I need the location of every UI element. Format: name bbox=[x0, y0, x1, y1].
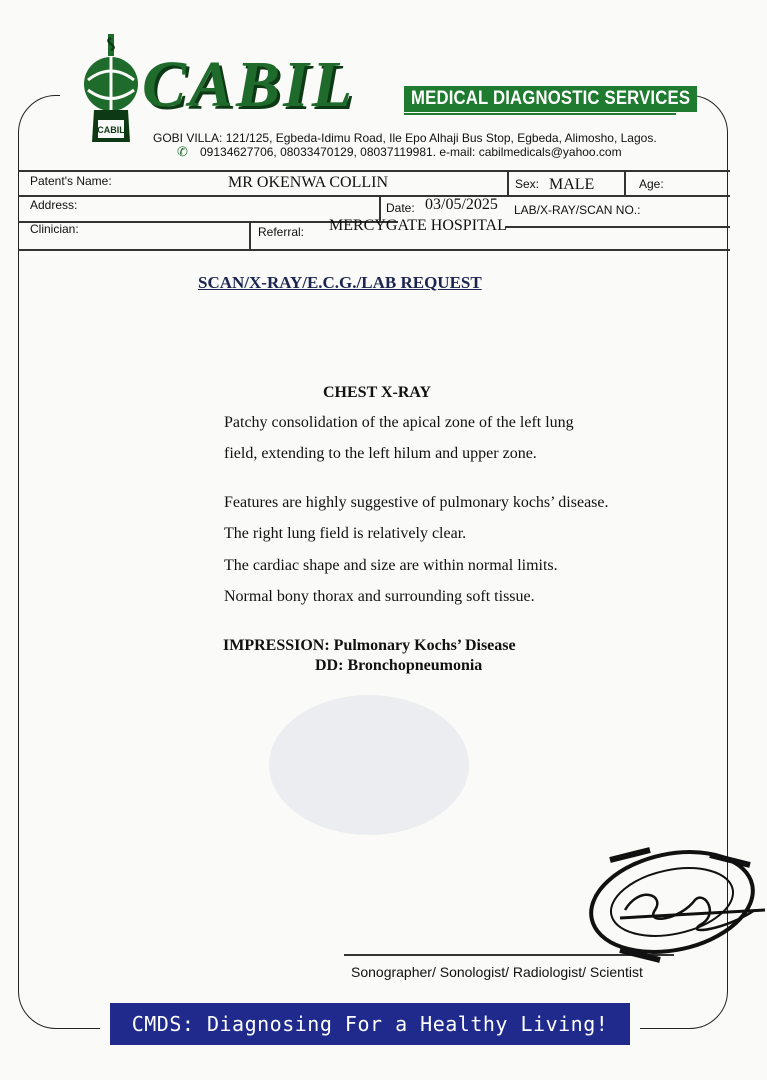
watermark-logo bbox=[262, 690, 476, 840]
age-label: Age: bbox=[639, 177, 664, 191]
footer-slogan-bar: CMDS: Diagnosing For a Healthy Living! bbox=[110, 1003, 630, 1045]
report-line: Normal bony thorax and surrounding soft tissue. bbox=[224, 588, 535, 605]
referral-value: MERCYGATE HOSPITAL bbox=[329, 217, 507, 234]
report-line: Patchy consolidation of the apical zone of the left lung bbox=[224, 414, 574, 431]
phone-icon: ✆ bbox=[177, 144, 188, 159]
lab-number-label: LAB/X-RAY/SCAN NO.: bbox=[514, 203, 641, 217]
address-label: Address: bbox=[30, 198, 78, 212]
date-label: Date: bbox=[386, 201, 415, 215]
report-line: field, extending to the left hilum and upper zone. bbox=[224, 445, 537, 462]
request-form-title: SCAN/X-RAY/E.C.G./LAB REQUEST bbox=[198, 273, 482, 292]
radiologist-stamp-signature bbox=[580, 840, 767, 970]
patient-name-label: Patent's Name: bbox=[30, 174, 112, 188]
differential-diagnosis: DD: Bronchopneumonia bbox=[315, 657, 483, 674]
patient-name-value: MR OKENWA COLLIN bbox=[228, 174, 388, 191]
brand-name: CABIL bbox=[142, 48, 356, 121]
brand-tagline: MEDICAL DIAGNOSTIC SERVICES bbox=[404, 86, 697, 112]
sex-label: Sex: bbox=[515, 177, 540, 191]
report-heading: CHEST X-RAY bbox=[323, 384, 432, 401]
company-address: GOBI VILLA: 121/125, Egbeda-Idimu Road, Ile Epo Alhaji Bus Stop, Egbeda, Alimosho, Lagos. bbox=[153, 131, 657, 145]
company-contact: 09134627706, 08033470129, 08037119981. e-mail: cabilmedicals@yahoo.com bbox=[200, 145, 622, 159]
report-line: Features are highly suggestive of pulmonary kochs’ disease. bbox=[224, 494, 609, 511]
logo-emblem-icon bbox=[80, 32, 142, 144]
signature-label: Sonographer/ Sonologist/ Radiologist/ Scientist bbox=[351, 964, 643, 980]
report-line: The cardiac shape and size are within normal limits. bbox=[224, 557, 558, 574]
date-value: 03/05/2025 bbox=[425, 196, 498, 213]
sex-value: MALE bbox=[549, 176, 595, 193]
clinician-label: Clinician: bbox=[30, 222, 79, 236]
report-line: The right lung field is relatively clear. bbox=[224, 525, 467, 542]
impression: IMPRESSION: Pulmonary Kochs’ Disease bbox=[223, 637, 516, 654]
referral-label: Referral: bbox=[258, 225, 305, 239]
svg-text:CABIL: CABIL bbox=[97, 125, 125, 135]
